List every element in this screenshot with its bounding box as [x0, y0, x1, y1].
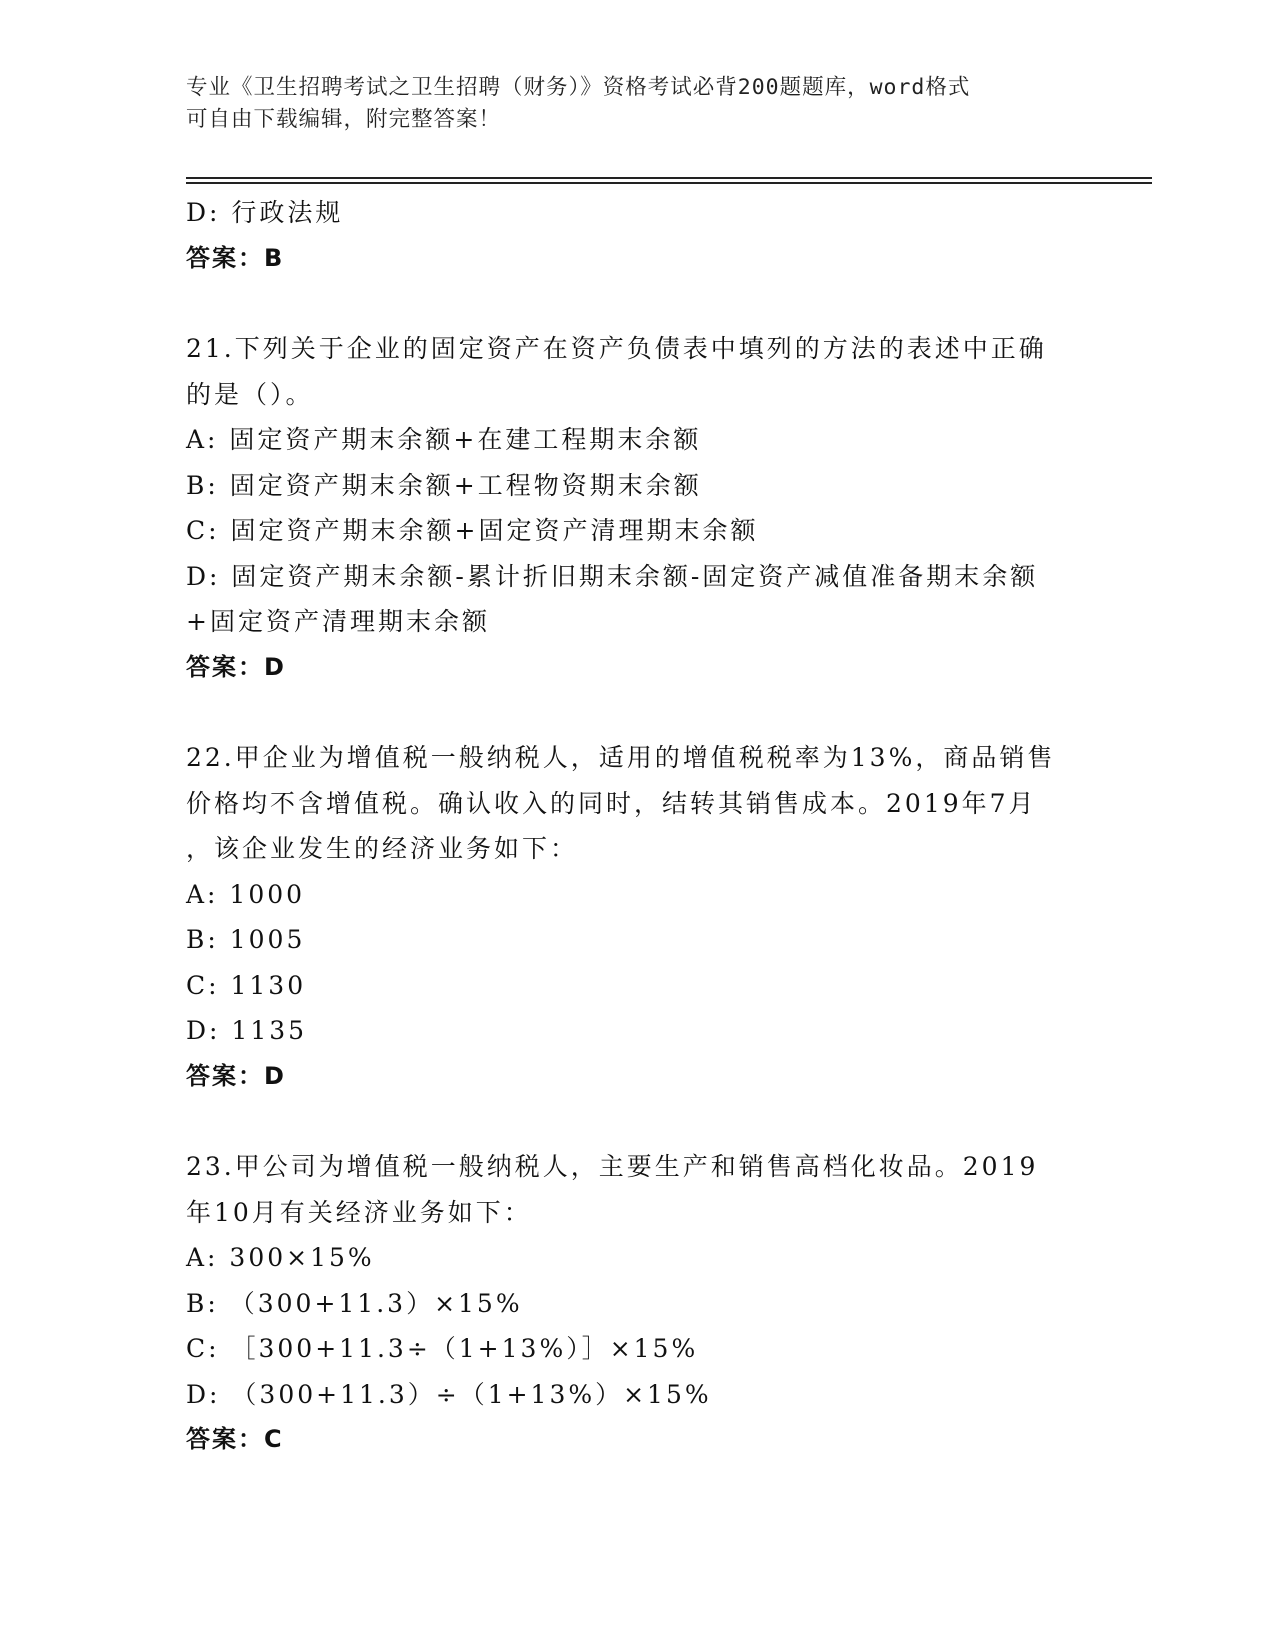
previous-question-tail: [186, 190, 1086, 281]
option-a: A: 固定资产期末余额+在建工程期末余额: [186, 425, 702, 454]
header-divider-top: [186, 177, 1152, 179]
option-d: D: 固定资产期末余额-累计折旧期末余额-固定资产减值准备期末余额: [186, 561, 1039, 591]
answer: 答案：B: [186, 243, 285, 272]
option-b: B: 固定资产期末余额+工程物资期末余额: [186, 470, 702, 500]
option-a: A: 300×15%: [186, 1243, 375, 1272]
question-stem-continued: 的是（）。: [186, 379, 314, 409]
option-c: C: 1130: [186, 970, 307, 1000]
header-divider-bottom: [186, 182, 1152, 184]
question-stem-continued: ，该企业发生的经济业务如下：: [186, 834, 579, 863]
option-d-continued: +固定资产清理期末余额: [186, 607, 490, 636]
answer: 答案：C: [186, 1425, 284, 1453]
question-22: [186, 735, 1086, 1099]
option-a: A: 1000: [186, 879, 306, 909]
spacer: [186, 690, 1086, 735]
question-stem: 21.下列关于企业的固定资产在资产负债表中填列的方法的表述中正确: [186, 334, 1047, 363]
option-d: D: 1135: [186, 1016, 308, 1045]
option-d: D: （300+11.3）÷（1+13%）×15%: [186, 1379, 712, 1409]
header-line-1: 专业《卫生招聘考试之卫生招聘（财务）》资格考试必背200题题库，word格式: [186, 75, 971, 100]
answer: 答案：D: [186, 652, 286, 681]
option-b: B: （300+11.3）×15%: [186, 1288, 523, 1318]
question-list: [186, 190, 1086, 1463]
option-b: B: 1005: [186, 925, 306, 954]
option-c: C: ［300+11.3÷（1+13%）］×15%: [186, 1334, 699, 1363]
spacer: [186, 1099, 1086, 1144]
question-stem: 22.甲企业为增值税一般纳税人，适用的增值税税率为13%，商品销售: [186, 743, 1056, 772]
document-header: [186, 72, 1066, 136]
spacer: [186, 281, 1086, 326]
question-stem-continued: 年10月有关经济业务如下：: [186, 1197, 532, 1227]
question-21: [186, 326, 1086, 690]
question-stem-continued: 价格均不含增值税。确认收入的同时，结转其销售成本。2019年7月: [186, 788, 1037, 818]
option-d: D: 行政法规: [186, 198, 344, 227]
option-c: C: 固定资产期末余额+固定资产清理期末余额: [186, 516, 759, 545]
answer: 答案：D: [186, 1061, 286, 1090]
header-line-2: 可自由下载编辑，附完整答案！: [186, 107, 502, 132]
question-stem: 23.甲公司为增值税一般纳税人，主要生产和销售高档化妆品。2019: [186, 1152, 1039, 1181]
question-23: [186, 1144, 1086, 1463]
